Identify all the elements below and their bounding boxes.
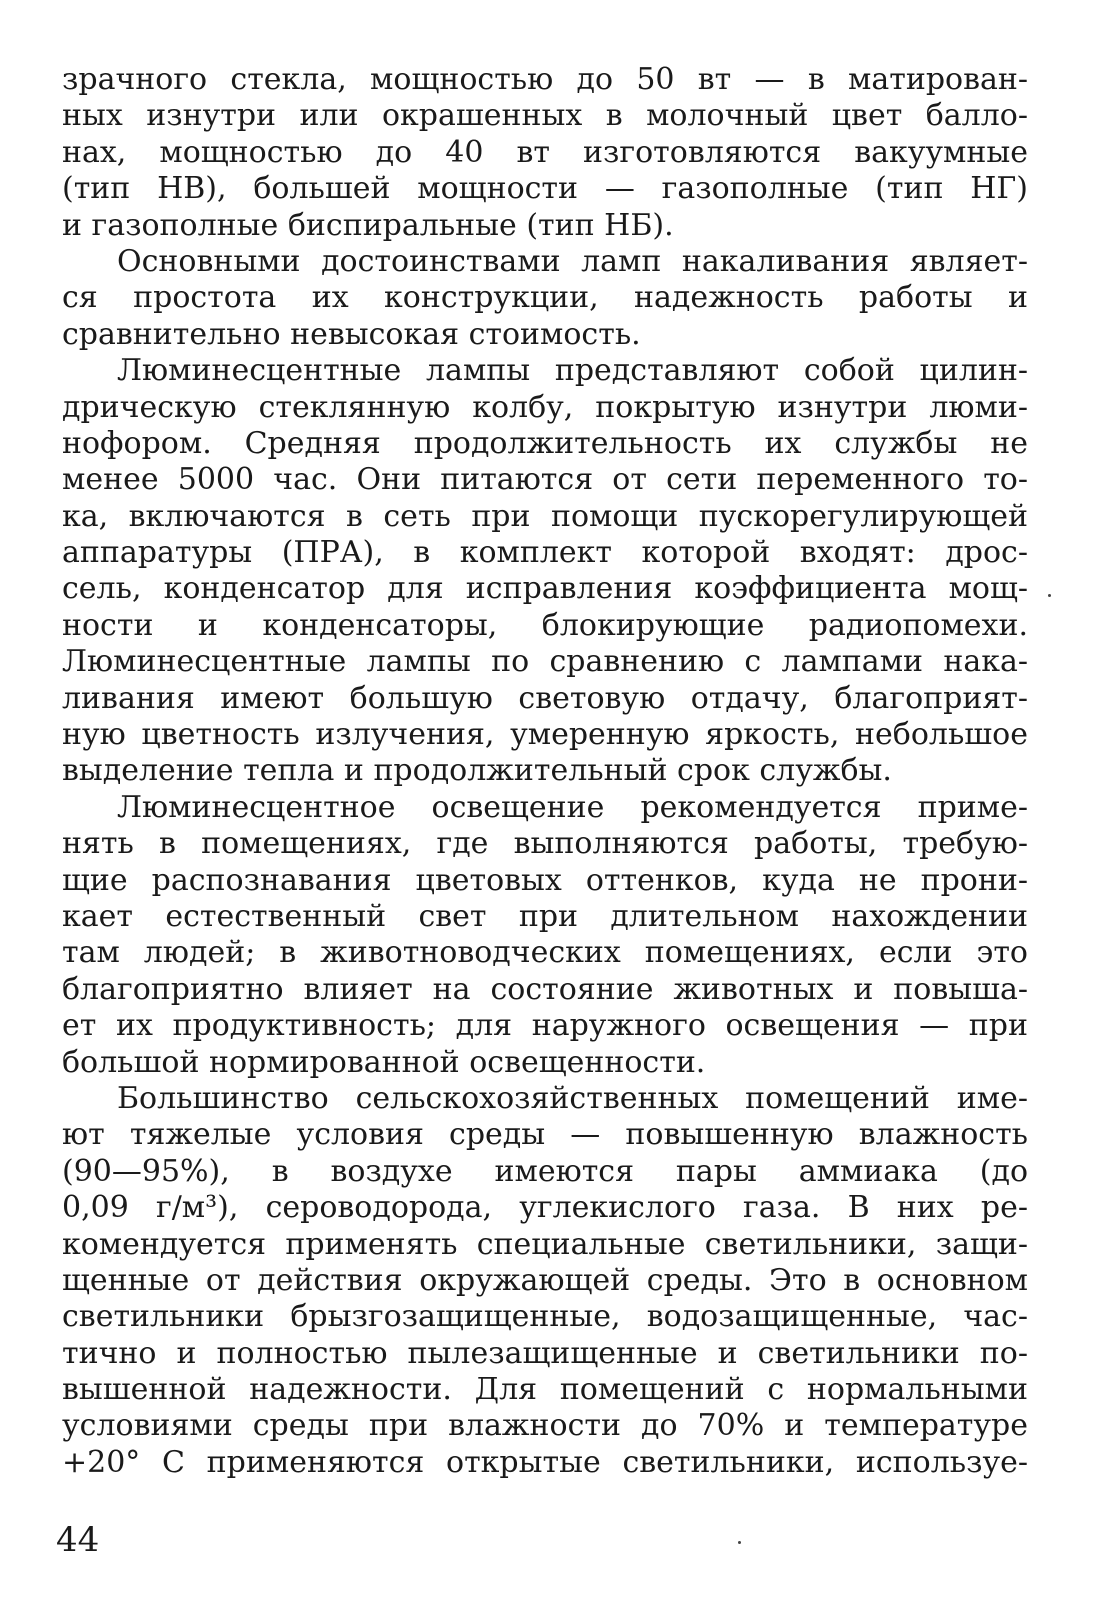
text-line: аппаратуры (ПРА), в комплект которой входят: дрос-	[62, 535, 1028, 571]
page-number: 44	[56, 1520, 100, 1560]
text-line: сравнительно невысокая стоимость.	[62, 316, 641, 352]
text-line: сель, конденсатор для исправления коэффициента мощ-	[62, 571, 1028, 607]
text-line: ют тяжелые условия среды — повышенную влажность	[62, 1117, 1028, 1153]
text-line: менее 5000 час. Они питаются от сети переменного то-	[62, 462, 1028, 498]
text-line: там людей; в животноводческих помещениях, если это	[62, 935, 1028, 971]
text-line: зрачного стекла, мощностью до 50 вт — в матирован-	[62, 62, 1028, 97]
text-line: (90—95%), в воздухе имеются пары аммиака (до	[62, 1153, 1028, 1189]
text-line: условиями среды при влажности до 70% и температуре	[62, 1408, 1028, 1444]
text-line: ную цветность излучения, умеренную яркость, небольшое	[62, 717, 1028, 753]
text-line: Люминесцентные лампы представляют собой цилин-	[117, 353, 1028, 389]
text-line: комендуется применять специальные светильники, защи-	[62, 1226, 1028, 1262]
text-line: нять в помещениях, где выполняются работы, требую-	[62, 826, 1028, 862]
print-speck	[738, 1541, 741, 1544]
text-line: Большинство сельскохозяйственных помещений име-	[117, 1080, 1028, 1116]
text-line: нофором. Средняя продолжительность их службы не	[62, 425, 1028, 461]
text-line: и газополные биспиральные (тип НБ).	[62, 207, 674, 243]
text-line: Люминесцентное освещение рекомендуется приме-	[117, 789, 1028, 825]
text-line: светильники брызгозащищенные, водозащищенные, час-	[62, 1299, 1028, 1335]
text-line: выделение тепла и продолжительный срок службы.	[62, 753, 892, 789]
text-line: дрическую стеклянную колбу, покрытую изнутри люми-	[62, 389, 1028, 425]
text-line: нах, мощностью до 40 вт изготовляются вакуумные	[62, 134, 1028, 170]
text-line: ности и конденсаторы, блокирующие радиопомехи.	[62, 607, 1028, 643]
text-line: большой нормированной освещенности.	[62, 1044, 706, 1080]
text-line: благоприятно влияет на состояние животных и повыша-	[62, 971, 1028, 1007]
text-line: щие распознавания цветовых оттенков, куда не прони-	[62, 862, 1028, 898]
text-line: Люминесцентные лампы по сравнению с лампами нака-	[62, 644, 1028, 680]
body-text	[62, 62, 1028, 1481]
text-line: ся простота их конструкции, надежность работы и	[62, 280, 1028, 316]
text-line: вышенной надежности. Для помещений с нормальными	[62, 1372, 1028, 1408]
text-line: 0,09 г/м³), сероводорода, углекислого газа. В них ре-	[62, 1190, 1028, 1226]
text-line: щенные от действия окружающей среды. Это в основном	[62, 1262, 1028, 1298]
text-line: (тип НВ), большей мощности — газополные (тип НГ)	[62, 171, 1028, 207]
text-line: тично и полностью пылезащищенные и светильники по-	[62, 1335, 1028, 1371]
text-line: ка, включаются в сеть при помощи пускорегулирующей	[62, 498, 1028, 534]
text-line: +20° С применяются открытые светильники, используе-	[62, 1444, 1028, 1480]
print-speck	[1048, 594, 1051, 597]
text-line: ет их продуктивность; для наружного освещения — при	[62, 1008, 1028, 1044]
text-line: ливания имеют большую световую отдачу, благоприят-	[62, 680, 1028, 716]
text-line: кает естественный свет при длительном нахождении	[62, 898, 1028, 934]
text-line: Основными достоинствами ламп накаливания являет-	[117, 243, 1028, 279]
text-line: ных изнутри или окрашенных в молочный цвет балло-	[62, 98, 1028, 134]
